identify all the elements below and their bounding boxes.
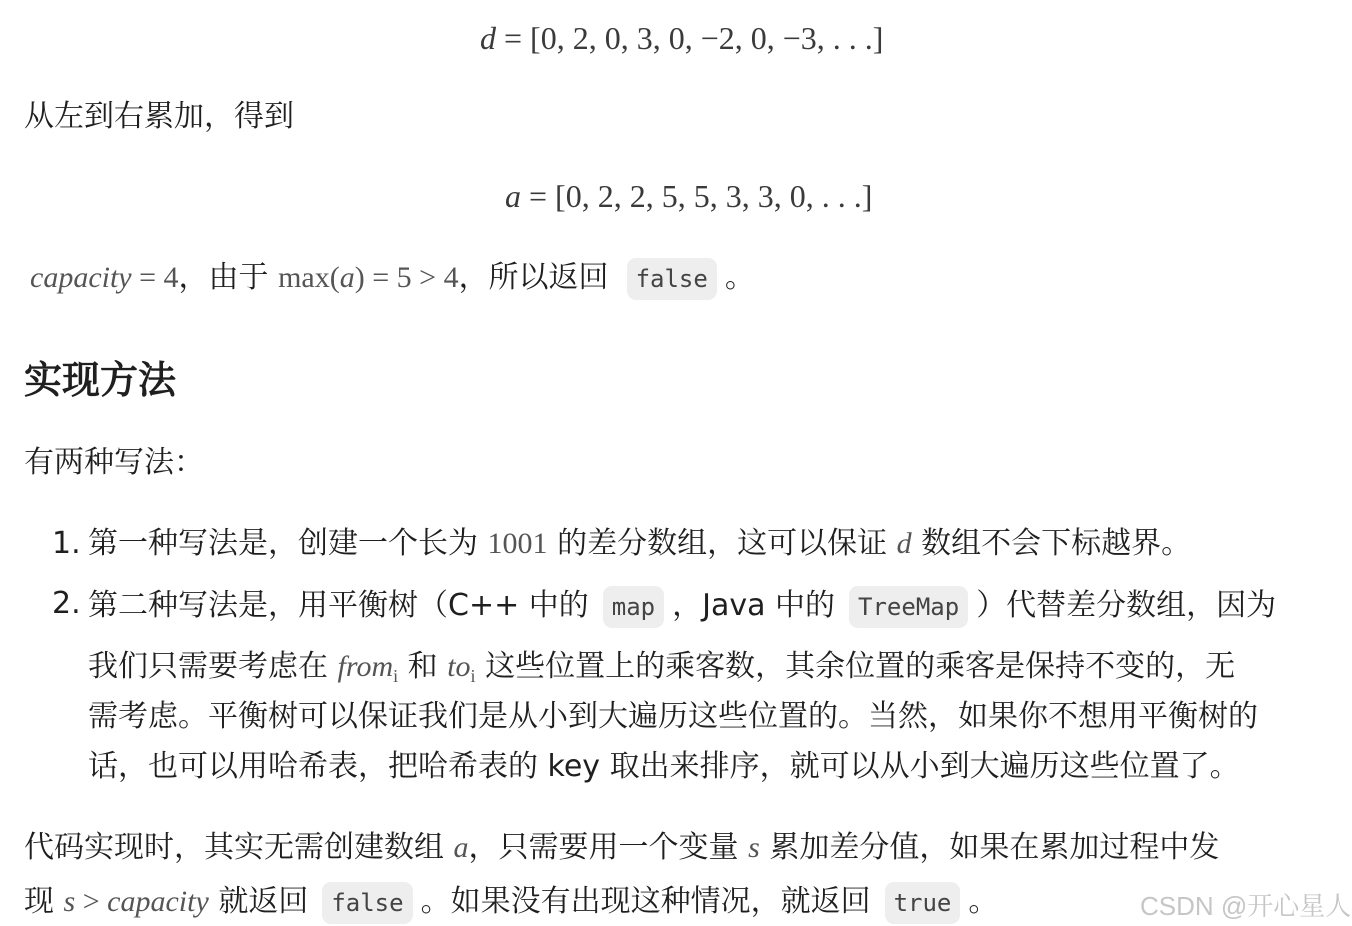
math-var-s: s	[748, 831, 760, 864]
code-true: true	[885, 882, 961, 924]
result-text-2: ，所以返回	[458, 260, 609, 295]
equation-a	[505, 178, 872, 215]
result-text-1: ，由于	[178, 260, 279, 295]
intro-text: 有两种写法：	[24, 445, 204, 480]
code-treemap: TreeMap	[849, 586, 968, 628]
equation-a-values: = [0, 2, 2, 5, 5, 3, 3, 0, . . .]	[529, 178, 873, 214]
list-item-2-line-2: 我们只需要考虑在 from$_i$ 和 $to_i$ 这些位置上的乘客数，其余位置的乘客是保持不变的，无	[88, 649, 1236, 686]
paragraph-accumulate: 从左到右累加，得到	[24, 99, 294, 134]
code-map: map	[603, 586, 664, 628]
math-var-a: a	[505, 178, 521, 214]
math-capacity: capacity = 4	[30, 261, 179, 294]
final-paragraph-line-1: 代码实现时，其实无需创建数组 a，只需要用一个变量 s 累加差分值，如果在累加过程中发	[24, 830, 1220, 865]
list-item-1: 第一种写法是，创建一个长为 1001 的差分数组，这可以保证 d 数组不会下标越界。	[88, 526, 1192, 561]
result-text-3: 。	[724, 260, 755, 295]
code-false-2: false	[322, 882, 412, 924]
math-condition: s > capacity	[63, 885, 209, 918]
list-item-number-1: 1.	[52, 526, 81, 561]
math-var-a-inline: a	[453, 831, 469, 864]
math-max-expression: max(a) = 5 > 4	[278, 261, 459, 294]
code-false: false	[627, 258, 717, 300]
math-1001: 1001	[487, 527, 548, 560]
section-heading: 实现方法	[24, 358, 177, 402]
list-item-2-line-1: 第二种写法是，用平衡树（C++ 中的 map ，Java 中的 TreeMap ）代替差分数组，因为	[88, 584, 1276, 628]
csdn-watermark: CSDN @开心星人	[1140, 891, 1352, 921]
list-item-2-line-3: 需考虑。平衡树可以保证我们是从小到大遍历这些位置的。当然，如果你不想用平衡树的	[88, 699, 1258, 734]
list-item-2-line-4: 话，也可以用哈希表，把哈希表的 key 取出来排序，就可以从小到大遍历这些位置了。	[88, 749, 1240, 784]
math-to-i: $to_i$	[447, 650, 476, 686]
equation-d	[480, 20, 883, 57]
math-var-d: d	[480, 20, 496, 56]
final-paragraph-line-2: 现 s > capacity 就返回 false 。如果没有出现这种情况，就返回 true 。	[24, 880, 998, 924]
math-var-d-inline: d	[896, 527, 912, 560]
math-from-i: from$_i$	[337, 650, 399, 686]
list-item-number-2: 2.	[52, 586, 81, 621]
result-line	[30, 256, 755, 300]
equation-d-values: = [0, 2, 0, 3, 0, −2, 0, −3, . . .]	[504, 20, 884, 56]
